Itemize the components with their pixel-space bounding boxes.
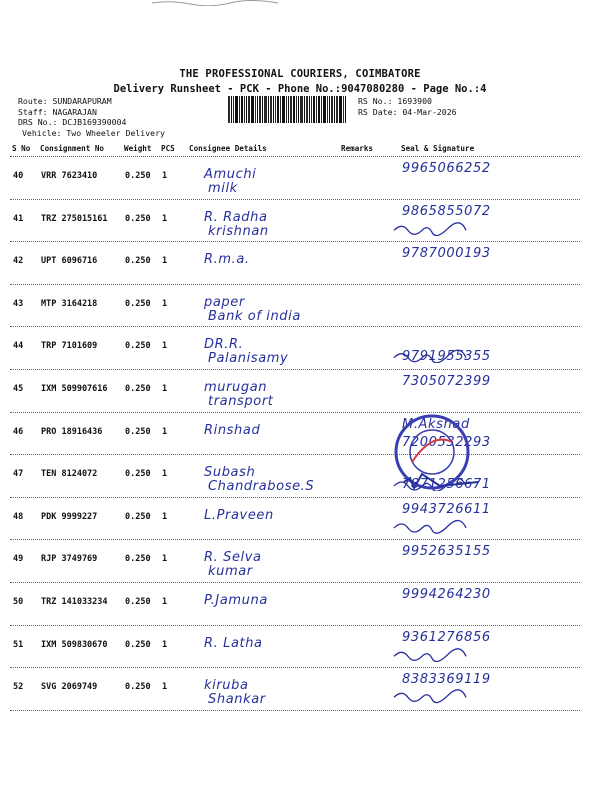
row-weight: 0.250 xyxy=(125,298,151,309)
header-pcs: PCS xyxy=(161,144,175,153)
consignee-name-line2: Shankar xyxy=(208,692,266,708)
barcode-bar xyxy=(313,96,315,123)
barcode-bar xyxy=(329,96,330,123)
rs-date: RS Date: 04-Mar-2026 xyxy=(358,106,457,117)
barcode-bar xyxy=(343,96,344,123)
row-pcs: 1 xyxy=(162,511,168,522)
barcode-bar xyxy=(246,96,247,123)
meta-right xyxy=(358,96,457,117)
table-row xyxy=(10,626,580,669)
barcode-bar xyxy=(309,96,310,123)
signature-phone: M.Akshad xyxy=(402,416,470,432)
row-pcs: 1 xyxy=(162,639,168,650)
row-consignment: UPT 6096716 xyxy=(41,256,98,267)
header-seal: Seal & Signature xyxy=(401,144,475,153)
consignee-name-line1: P.Jamuna xyxy=(204,592,268,608)
row-pcs: 1 xyxy=(162,426,168,437)
row-sno: 47 xyxy=(13,469,24,480)
consignee-name-line2: Chandrabose.S xyxy=(208,479,315,495)
barcode-bar xyxy=(304,96,305,123)
signature-phone: 9865855072 xyxy=(402,203,491,219)
row-sno: 41 xyxy=(13,213,24,224)
barcode-bar xyxy=(331,96,333,123)
header-weight: Weight xyxy=(124,144,152,153)
barcode-bar xyxy=(286,96,287,123)
header-details: Consignee Details xyxy=(189,144,267,153)
row-sno: 43 xyxy=(13,298,24,309)
row-pcs: 1 xyxy=(162,554,168,565)
signature-phone-2: 7200532293 xyxy=(402,434,491,450)
handwritten-signature xyxy=(392,516,482,534)
row-sno: 52 xyxy=(13,682,24,693)
consignee-name-line2: krishnan xyxy=(208,223,269,239)
barcode-bar xyxy=(288,96,289,123)
consignee-name-line2: Palanisamy xyxy=(208,351,289,367)
barcode-bar xyxy=(259,96,261,123)
row-sno: 42 xyxy=(13,256,24,267)
top-scribble xyxy=(150,0,280,6)
barcode-bar xyxy=(239,96,240,123)
row-consignment: TEN 8124072 xyxy=(41,469,98,480)
row-sno: 51 xyxy=(13,639,24,650)
row-weight: 0.250 xyxy=(125,469,151,480)
row-pcs: 1 xyxy=(162,298,168,309)
barcode-bar xyxy=(345,96,346,123)
row-consignment: SVG 2069749 xyxy=(41,682,98,693)
handwritten-signature xyxy=(392,686,482,704)
row-consignment: PRO 18916436 xyxy=(41,426,103,437)
consignee-name-line1: R. Latha xyxy=(204,635,263,651)
barcode-bar xyxy=(251,96,254,123)
barcode-bar xyxy=(228,96,230,123)
signature-phone: 9994264230 xyxy=(402,586,491,602)
header-sno: S No xyxy=(12,144,31,153)
signature-phone-2: 7871256671 xyxy=(402,477,491,493)
row-sno: 50 xyxy=(13,596,24,607)
consignee-name-line1: R. Selva xyxy=(204,550,262,566)
barcode-bar xyxy=(321,96,322,123)
route: Route: SUNDARAPURAM xyxy=(18,96,112,106)
table-row xyxy=(10,668,580,711)
table-row xyxy=(10,327,580,370)
barcode-bar xyxy=(327,96,328,123)
row-consignment: RJP 3749769 xyxy=(41,554,98,565)
barcode-bar xyxy=(264,96,267,123)
row-sno: 46 xyxy=(13,426,24,437)
table-row xyxy=(10,285,580,328)
header-consignment: Consignment No xyxy=(40,144,105,153)
row-pcs: 1 xyxy=(162,682,168,693)
row-sno: 44 xyxy=(13,341,24,352)
row-weight: 0.250 xyxy=(125,596,151,607)
runsheet-title: Delivery Runsheet - PCK - Phone No.:9047080280 - Page No.:4 xyxy=(113,83,487,95)
signature-phone-2: 9791955355 xyxy=(402,349,491,365)
row-weight: 0.250 xyxy=(125,256,151,267)
row-weight: 0.250 xyxy=(125,383,151,394)
handwritten-signature xyxy=(392,345,482,363)
consignee-name-line1: Rinshad xyxy=(204,422,261,438)
barcode-bar xyxy=(293,96,295,123)
row-consignment: IXM 509907616 xyxy=(41,383,108,394)
barcode-bar xyxy=(300,96,303,123)
table-row xyxy=(10,413,580,456)
signature-phone: 9361276856 xyxy=(402,629,491,645)
barcode-bar xyxy=(255,96,256,123)
consignee-name-line1: R. Radha xyxy=(204,209,268,225)
barcode-bar xyxy=(296,96,297,123)
row-sno: 40 xyxy=(13,171,24,181)
row-sno: 45 xyxy=(13,383,24,394)
barcode xyxy=(228,96,355,123)
signature-phone: 9965066252 xyxy=(402,161,491,176)
row-pcs: 1 xyxy=(162,341,168,352)
table-row xyxy=(10,242,580,285)
signature-phone: 8383369119 xyxy=(402,672,491,688)
barcode-bar xyxy=(311,96,312,123)
drs-number: DRS No.: DCJB169390004 xyxy=(18,117,127,128)
row-weight: 0.250 xyxy=(125,341,151,352)
staff: Staff: NAGARAJAN xyxy=(18,106,97,117)
barcode-bar xyxy=(316,96,317,123)
signature-phone: 9787000193 xyxy=(402,246,491,262)
row-consignment: IXM 509830670 xyxy=(41,639,108,650)
rs-number: RS No.: 1693900 xyxy=(358,96,432,106)
document-header xyxy=(0,68,600,95)
handwritten-signature xyxy=(392,218,482,236)
header-remarks: Remarks xyxy=(341,144,374,153)
signature-phone: 9952635155 xyxy=(402,544,491,560)
consignee-name-line1: R.m.a. xyxy=(204,252,250,268)
table-header xyxy=(10,142,580,157)
row-consignment: MTP 3164218 xyxy=(41,298,98,309)
row-weight: 0.250 xyxy=(125,511,151,522)
barcode-bar xyxy=(339,96,342,123)
vehicle: Vehicle: Two Wheeler Delivery xyxy=(22,127,165,138)
row-sno: 48 xyxy=(13,511,24,522)
consignee-name-line2: milk xyxy=(208,181,238,196)
table-row xyxy=(10,370,580,413)
table-row xyxy=(10,455,580,498)
row-consignment: PDK 9999227 xyxy=(41,511,98,522)
barcode-bar xyxy=(270,96,272,123)
row-weight: 0.250 xyxy=(125,554,151,565)
table-row xyxy=(10,583,580,626)
barcode-bar xyxy=(248,96,250,123)
row-weight: 0.250 xyxy=(125,682,151,693)
barcode-bar xyxy=(277,96,279,123)
barcode-bar xyxy=(282,96,285,123)
row-weight: 0.250 xyxy=(125,213,151,224)
row-pcs: 1 xyxy=(162,596,168,607)
signature-check xyxy=(400,468,480,494)
barcode-bar xyxy=(336,96,338,123)
barcode-bar xyxy=(231,96,232,123)
barcode-bar xyxy=(244,96,245,123)
barcode-bar xyxy=(268,96,269,123)
row-weight: 0.250 xyxy=(125,639,151,650)
consignee-name-line1: murugan xyxy=(204,379,268,395)
barcode-bar xyxy=(280,96,281,123)
barcode-bar xyxy=(273,96,274,123)
consignee-name-line2: transport xyxy=(208,393,274,409)
barcode-bar xyxy=(334,96,335,123)
signature-phone: 9943726611 xyxy=(402,501,491,517)
row-consignment: TRP 7101609 xyxy=(41,341,98,352)
row-pcs: 1 xyxy=(162,213,168,224)
barcode-bar xyxy=(262,96,263,123)
row-consignment: VRR 7623410 xyxy=(41,171,98,181)
consignee-name-line1: Amuchi xyxy=(204,167,257,182)
table-row xyxy=(10,157,580,200)
row-weight: 0.250 xyxy=(125,171,151,181)
barcode-bar xyxy=(275,96,276,123)
consignee-name-line1: DR.R. xyxy=(204,337,244,353)
table-row xyxy=(10,540,580,583)
row-consignment: TRZ 141033234 xyxy=(41,596,108,607)
runsheet-table xyxy=(10,142,580,711)
row-pcs: 1 xyxy=(162,469,168,480)
barcode-bar xyxy=(306,96,308,123)
barcode-bar xyxy=(235,96,238,123)
barcode-bar xyxy=(298,96,299,123)
consignee-name-line1: kiruba xyxy=(204,678,249,694)
signature-phone: 7305072399 xyxy=(402,373,491,389)
barcode-bar xyxy=(323,96,326,123)
table-row xyxy=(10,200,580,243)
table-row xyxy=(10,498,580,541)
handwritten-signature xyxy=(392,644,482,662)
company-name: THE PROFESSIONAL COURIERS, COIMBATORE xyxy=(179,68,421,80)
consignee-name-line2: Bank of india xyxy=(208,308,301,324)
barcode-bar xyxy=(318,96,320,123)
row-weight: 0.250 xyxy=(125,426,151,437)
meta-left xyxy=(18,96,165,138)
row-consignment: TRZ 275015161 xyxy=(41,213,108,224)
consignee-name-line1: L.Praveen xyxy=(204,507,274,523)
table-body xyxy=(10,157,580,711)
barcode-bar xyxy=(233,96,234,123)
barcode-bar xyxy=(241,96,243,123)
row-pcs: 1 xyxy=(162,383,168,394)
row-pcs: 1 xyxy=(162,256,168,267)
row-sno: 49 xyxy=(13,554,24,565)
barcode-bar xyxy=(290,96,292,123)
consignee-name-line1: Subash xyxy=(204,465,256,481)
consignee-name-line2: kumar xyxy=(208,564,253,580)
consignee-name-line1: paper xyxy=(204,294,245,310)
barcode-bar xyxy=(257,96,258,123)
row-pcs: 1 xyxy=(162,171,168,181)
